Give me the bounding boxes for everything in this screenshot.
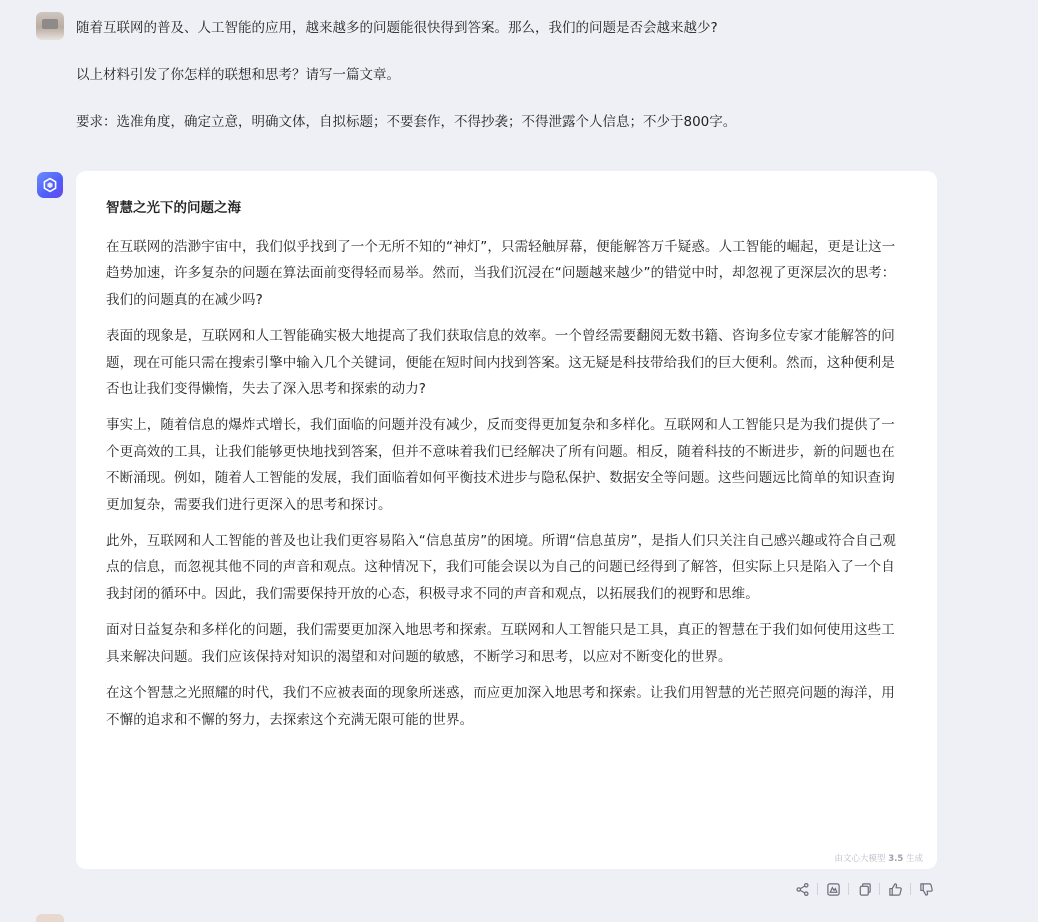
essay-paragraph: 表面的现象是，互联网和人工智能确实极大地提高了我们获取信息的效率。一个曾经需要翻阅无数书籍、咨询多位专家才能解答的问题，现在可能只需在搜索引擎中输入几个关键词，便能在短时间内找到答案。这无疑是科技带给我们的巨大便利。然而，这种便利是否也让我们变得懒惰，失去了深入思考和探索的动力? bbox=[106, 328, 895, 398]
essay-title: 智慧之光下的问题之海 bbox=[106, 200, 241, 216]
share-icon bbox=[795, 882, 810, 897]
response-card bbox=[76, 171, 937, 869]
cube-logo-icon bbox=[42, 177, 58, 193]
footnote-version: 3.5 bbox=[888, 854, 904, 864]
user-message-line: 随着互联网的普及、人工智能的应用，越来越多的问题能很快得到答案。那么，我们的问题是否会越来越少? bbox=[76, 20, 718, 36]
dislike-button[interactable] bbox=[915, 878, 937, 900]
divider bbox=[848, 883, 849, 895]
next-user-avatar bbox=[36, 914, 64, 922]
like-button[interactable] bbox=[884, 878, 906, 900]
user-message bbox=[76, 18, 976, 159]
thumbs-up-icon bbox=[888, 882, 903, 897]
share-button[interactable] bbox=[791, 878, 813, 900]
user-avatar bbox=[36, 12, 64, 40]
bot-avatar bbox=[37, 172, 63, 198]
monitor-icon bbox=[42, 19, 58, 29]
image-button[interactable] bbox=[822, 878, 844, 900]
copy-button[interactable] bbox=[853, 878, 875, 900]
essay-paragraph: 事实上，随着信息的爆炸式增长，我们面临的问题并没有减少，反而变得更加复杂和多样化。互联网和人工智能只是为我们提供了一个更高效的工具，让我们能够更快地找到答案，但并不意味着我们已经解决了所有问题。相反，随着科技的不断进步，新的问题也在不断涌现。例如，随着人工智能的发展，我们面临着如何平衡技术进步与隐私保护、数据安全等问题。这些问题远比简单的知识查询更加复杂，需要我们进行更深入的思考和探讨。 bbox=[106, 417, 895, 513]
divider bbox=[910, 883, 911, 895]
footnote-prefix: 由文心大模型 bbox=[834, 854, 886, 864]
user-message-line: 要求：选准角度，确定立意，明确文体，自拟标题；不要套作，不得抄袭；不得泄露个人信息；不少于800字。 bbox=[76, 114, 737, 130]
footnote-suffix: 生成 bbox=[905, 854, 923, 864]
divider bbox=[879, 883, 880, 895]
essay-paragraph: 在这个智慧之光照耀的时代，我们不应被表面的现象所迷惑，而应更加深入地思考和探索。让我们用智慧的光芒照亮问题的海洋，用不懈的追求和不懈的努力，去探索这个充满无限可能的世界。 bbox=[106, 685, 895, 728]
essay-body bbox=[106, 234, 906, 743]
essay-paragraph: 面对日益复杂和多样化的问题，我们需要更加深入地思考和探索。互联网和人工智能只是工具，真正的智慧在于我们如何使用这些工具来解决问题。我们应该保持对知识的渴望和对问题的敏感，不断学习和思考，以应对不断变化的世界。 bbox=[106, 622, 895, 665]
image-icon bbox=[826, 882, 841, 897]
copy-icon bbox=[857, 882, 872, 897]
thumbs-down-icon bbox=[919, 882, 934, 897]
user-message-line: 以上材料引发了你怎样的联想和思考？请写一篇文章。 bbox=[76, 67, 400, 83]
message-actions bbox=[791, 878, 937, 900]
divider bbox=[817, 883, 818, 895]
model-footnote bbox=[835, 852, 924, 864]
essay-paragraph: 在互联网的浩渺宇宙中，我们似乎找到了一个无所不知的“神灯”，只需轻触屏幕，便能解答万千疑惑。人工智能的崛起，更是让这一趋势加速，许多复杂的问题在算法面前变得轻而易举。然而，当我们沉浸在“问题越来越少”的错觉中时，却忽视了更深层次的思考：我们的问题真的在减少吗? bbox=[106, 239, 896, 308]
essay-paragraph: 此外，互联网和人工智能的普及也让我们更容易陷入“信息茧房”的困境。所谓“信息茧房”，是指人们只关注自己感兴趣或符合自己观点的信息，而忽视其他不同的声音和观点。这种情况下，我们可能会误以为自己的问题已经得到了解答，但实际上只是陷入了一个自我封闭的循环中。因此，我们需要保持开放的心态，积极寻求不同的声音和观点，以拓展我们的视野和思维。 bbox=[106, 533, 896, 602]
